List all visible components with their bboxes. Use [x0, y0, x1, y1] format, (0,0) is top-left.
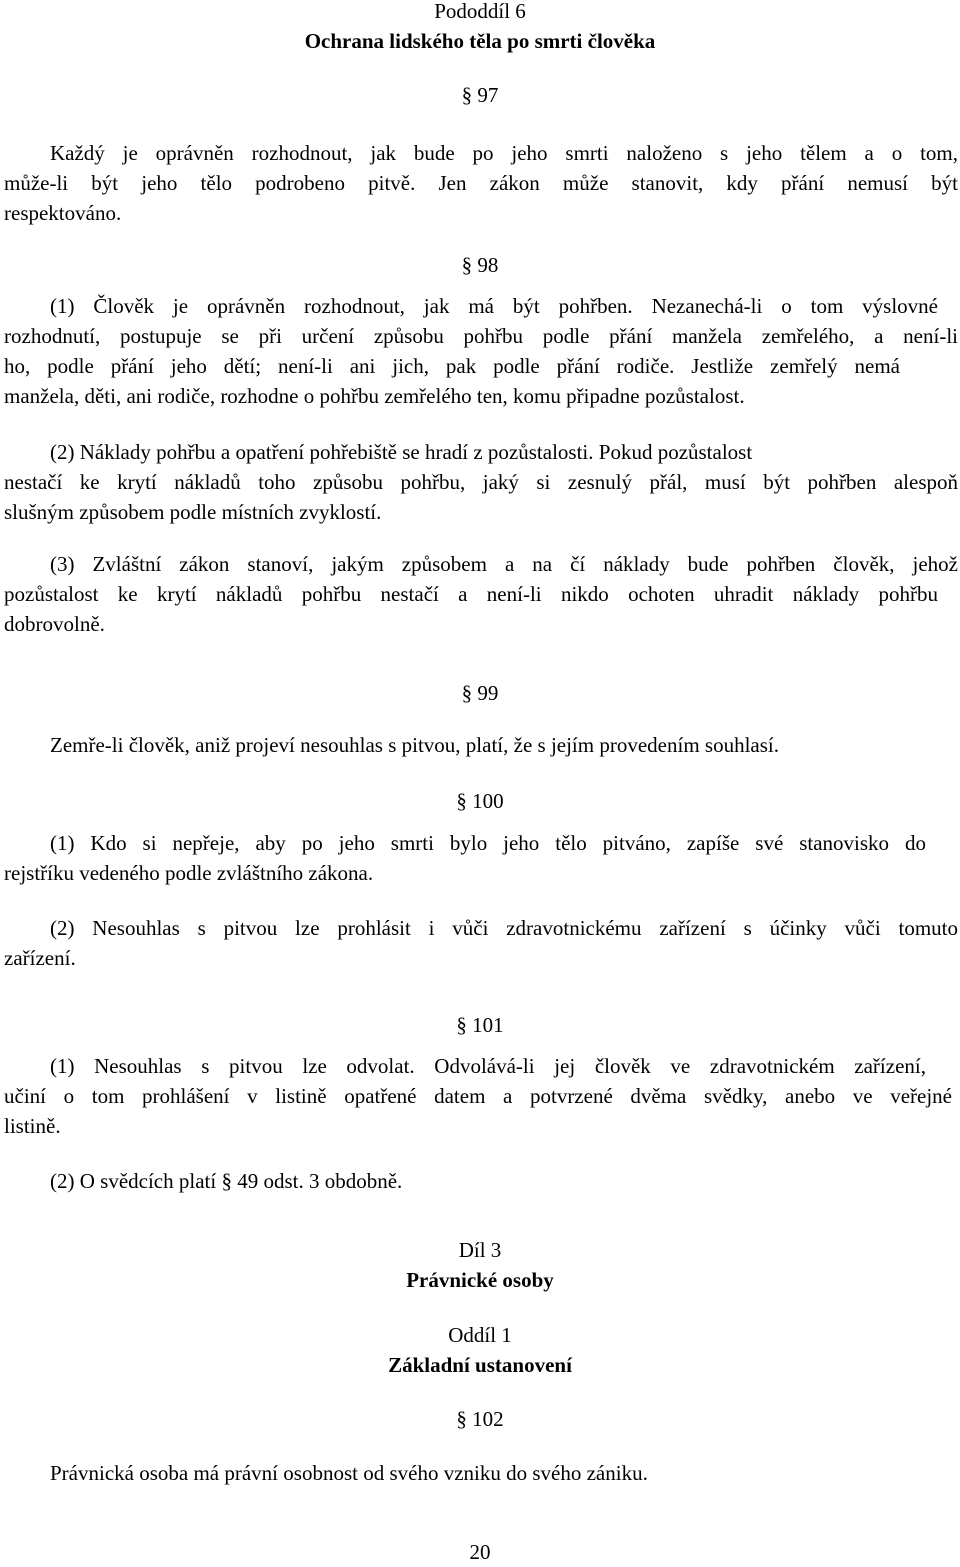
section-101-heading: § 101 — [456, 1013, 504, 1037]
section-98-p3-line-2: pozůstalost ke krytí nákladů pohřbu nestačí a není-li nikdo ochoten uhradit náklady pohřbu — [4, 582, 938, 606]
section-102-text: Právnická osoba má právní osobnost od svého vzniku do svého zániku. — [50, 1461, 648, 1485]
section-98-p1-line-4: manžela, děti, ani rodiče, rozhodne o pohřbu zemřelého ten, komu připadne pozůstalost. — [4, 384, 745, 408]
section-98-p1-line-1: (1) Člověk je oprávněn rozhodnout, jak má být pohřben. Nezanechá-li o tom výslovné — [50, 294, 938, 318]
section-99-text: Zemře-li člověk, aniž projeví nesouhlas s pitvou, platí, že s jejím provedením souhlasí. — [50, 733, 779, 757]
section-97-heading: § 97 — [461, 83, 499, 107]
section-100-p2-line-1: (2) Nesouhlas s pitvou lze prohlásit i vůči zdravotnickému zařízení s účinky vůči tomuto — [50, 916, 958, 940]
section-98-heading: § 98 — [461, 253, 499, 277]
section-98-p3-line-3: dobrovolně. — [4, 612, 105, 636]
section-101-p1-line-2: učiní o tom prohlášení v listině opatřené datem a potvrzené dvěma svědky, anebo ve veřejné — [4, 1084, 952, 1108]
division-label: Oddíl 1 — [448, 1323, 512, 1347]
section-97-line-1: Každý je oprávněn rozhodnout, jak bude po jeho smrti naloženo s jeho tělem a o tom, — [50, 141, 958, 165]
section-101-p1-line-3: listině. — [4, 1114, 61, 1138]
section-101-p2: (2) O svědcích platí § 49 odst. 3 obdobně. — [50, 1169, 403, 1193]
section-100-p1-line-1: (1) Kdo si nepřeje, aby po jeho smrti bylo jeho tělo pitváno, zapíše své stanovisko do — [50, 831, 926, 855]
section-98-p2-line-3: slušným způsobem podle místních zvyklostí. — [4, 500, 382, 524]
section-98-p1-line-3: ho, podle přání jeho dětí; není-li ani jich, pak podle přání rodiče. Jestliže zemřelý nemá — [4, 354, 900, 378]
section-100-p1-line-2: rejstříku vedeného podle zvláštního zákona. — [4, 861, 374, 885]
section-100-p2-line-2: zařízení. — [4, 946, 76, 970]
subsection-label: Pododdíl 6 — [434, 0, 526, 23]
section-97-line-2: může-li být jeho tělo podrobeno pitvě. Jen zákon může stanovit, kdy přání nemusí být — [4, 171, 958, 195]
section-98-p3-line-1: (3) Zvláštní zákon stanoví, jakým způsobem a na čí náklady bude pohřben člověk, jehož — [50, 552, 958, 576]
section-102-heading: § 102 — [456, 1407, 504, 1431]
section-99-heading: § 99 — [461, 681, 499, 705]
page-number: 20 — [469, 1540, 491, 1564]
section-97-line-3: respektováno. — [4, 201, 122, 225]
subsection-title: Ochrana lidského těla po smrti člověka — [304, 29, 656, 53]
division-title: Základní ustanovení — [388, 1353, 572, 1377]
part-label: Díl 3 — [458, 1238, 502, 1262]
part-title: Právnické osoby — [406, 1268, 554, 1292]
section-98-p2-line-1: (2) Náklady pohřbu a opatření pohřebiště se hradí z pozůstalosti. Pokud pozůstalost — [50, 440, 753, 464]
section-98-p2-line-2: nestačí ke krytí nákladů toho způsobu pohřbu, jaký si zesnulý přál, musí být pohřben alespoň — [4, 470, 958, 494]
section-98-p1-line-2: rozhodnutí, postupuje se při určení způsobu pohřbu podle přání manžela zemřelého, a není-li — [4, 324, 958, 348]
section-100-heading: § 100 — [456, 789, 504, 813]
section-101-p1-line-1: (1) Nesouhlas s pitvou lze odvolat. Odvolává-li jej člověk ve zdravotnickém zařízení, — [50, 1054, 926, 1078]
